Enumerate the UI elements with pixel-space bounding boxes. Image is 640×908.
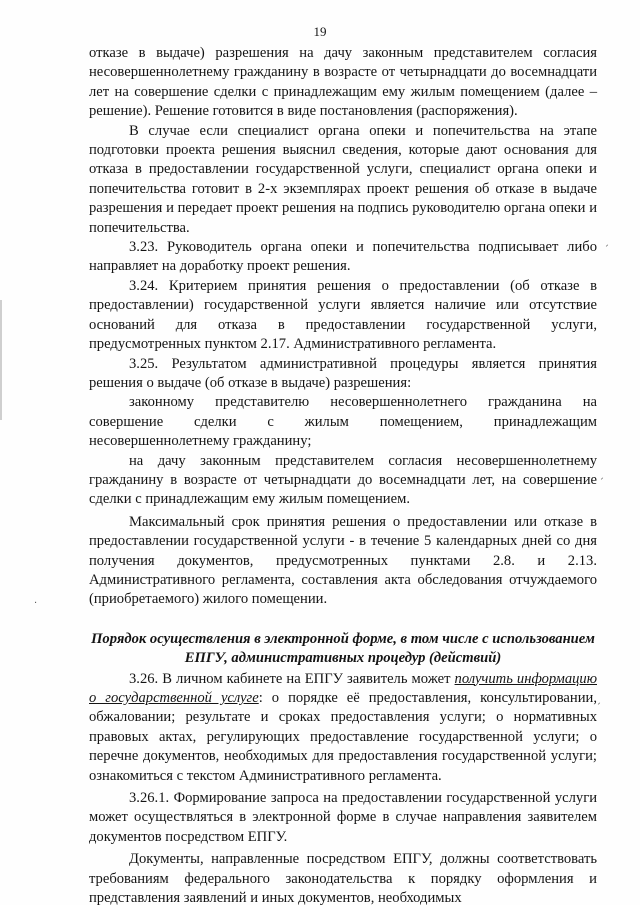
scan-edge-shadow: [0, 300, 2, 420]
scan-tick-mark: ˏ: [599, 469, 604, 480]
scan-tick-mark: ˏ: [604, 236, 609, 247]
paragraph-3-25-item-1: законному представителю несовершеннолетнего гражданина на совершение сделки с жилым помещением, принадлежащим несовершеннолетнему гражданину;: [89, 394, 597, 450]
section-heading: Порядок осуществления в электронной форме, в том числе с использованием ЕПГУ, административных процедур (действий): [91, 630, 595, 667]
paragraph-max-term: Максимальный срок принятия решения о предоставлении или отказе в предоставлении государственной услуги - в течение 5 календарных дней со дня получения документов, предусмотренных пунктами 2.8. и 2.13. Административного регламента, составления акта обследования отчуждаемого (приобретаемого) жилого помещении.: [89, 513, 597, 608]
paragraph-3-26: [89, 670, 597, 786]
paragraph-3-23: 3.23. Руководитель органа опеки и попечительства подписывает либо направляет на доработку проект решения.: [89, 239, 597, 275]
document-body: [89, 44, 597, 908]
paragraph-continuation: отказе в выдаче) разрешения на дачу законным представителем согласия несовершеннолетнему гражданину в возрасте от четырнадцати до восемнадцати лет на совершение сделки с принадлежащим ему жилым помещением (далее – решение). Решение готовится в виде постановления (распоряжения).: [89, 45, 597, 120]
scan-tick-mark: ˏ: [596, 694, 601, 705]
paragraph-refusal-case: В случае если специалист органа опеки и попечительства на этапе подготовки проекта решения выяснил сведения, которые дают основания для отказа в предоставлении государственной услуги, специалист органа опеки и попечительства готовит в 2-х экземплярах проект решения об отказе в выдаче разрешения и передает проект решения на подпись руководителю органа опеки и попечительства.: [89, 122, 597, 236]
paragraph-3-24: 3.24. Критерием принятия решения о предоставлении (об отказе в предоставлении) государственной услуги является наличие или отсутствие оснований для отказа в предоставлении государственной услуги, предусмотренных пунктом 2.17. Административного регламента.: [89, 277, 597, 353]
paragraph-3-26-prefix: 3.26. В личном кабинете на ЕПГУ заявитель может: [129, 670, 455, 687]
page-number: 19: [313, 24, 327, 39]
paragraph-3-25-item-2: на дачу законным представителем согласия несовершеннолетнему гражданину в возрасте от четырнадцати до восемнадцати лет, на совершение сделки с принадлежащим ему жилым помещением.: [89, 452, 597, 508]
paragraph-3-26-suffix: : о порядке её предоставления, консультировании, обжаловании; результате и сроках предоставления услуги; о нормативных правовых актах, регулирующих предоставление государственной услуги; о перечне документов, необходимых для предоставления государственной услуги; ознакомиться с текстом Административного регламента.: [89, 690, 597, 784]
paragraph-3-26-emphasis: получить информацию о государственной услуге: [89, 670, 597, 706]
paragraph-3-26-1: 3.26.1. Формирование запроса на предоставлении государственной услуги может осуществляться в электронной форме в случае направления заявителем документов посредством ЕПГУ.: [89, 790, 597, 845]
paragraph-documents: Документы, направленные посредством ЕПГУ, должны соответствовать требованиям федерального законодательства к порядку оформления и представления заявлений и иных документов, необходимых: [89, 851, 597, 907]
scan-speck: ·: [34, 598, 38, 609]
paragraph-3-25: 3.25. Результатом административной процедуры является принятия решения о выдаче (об отказе в выдаче) разрешения:: [89, 355, 597, 391]
